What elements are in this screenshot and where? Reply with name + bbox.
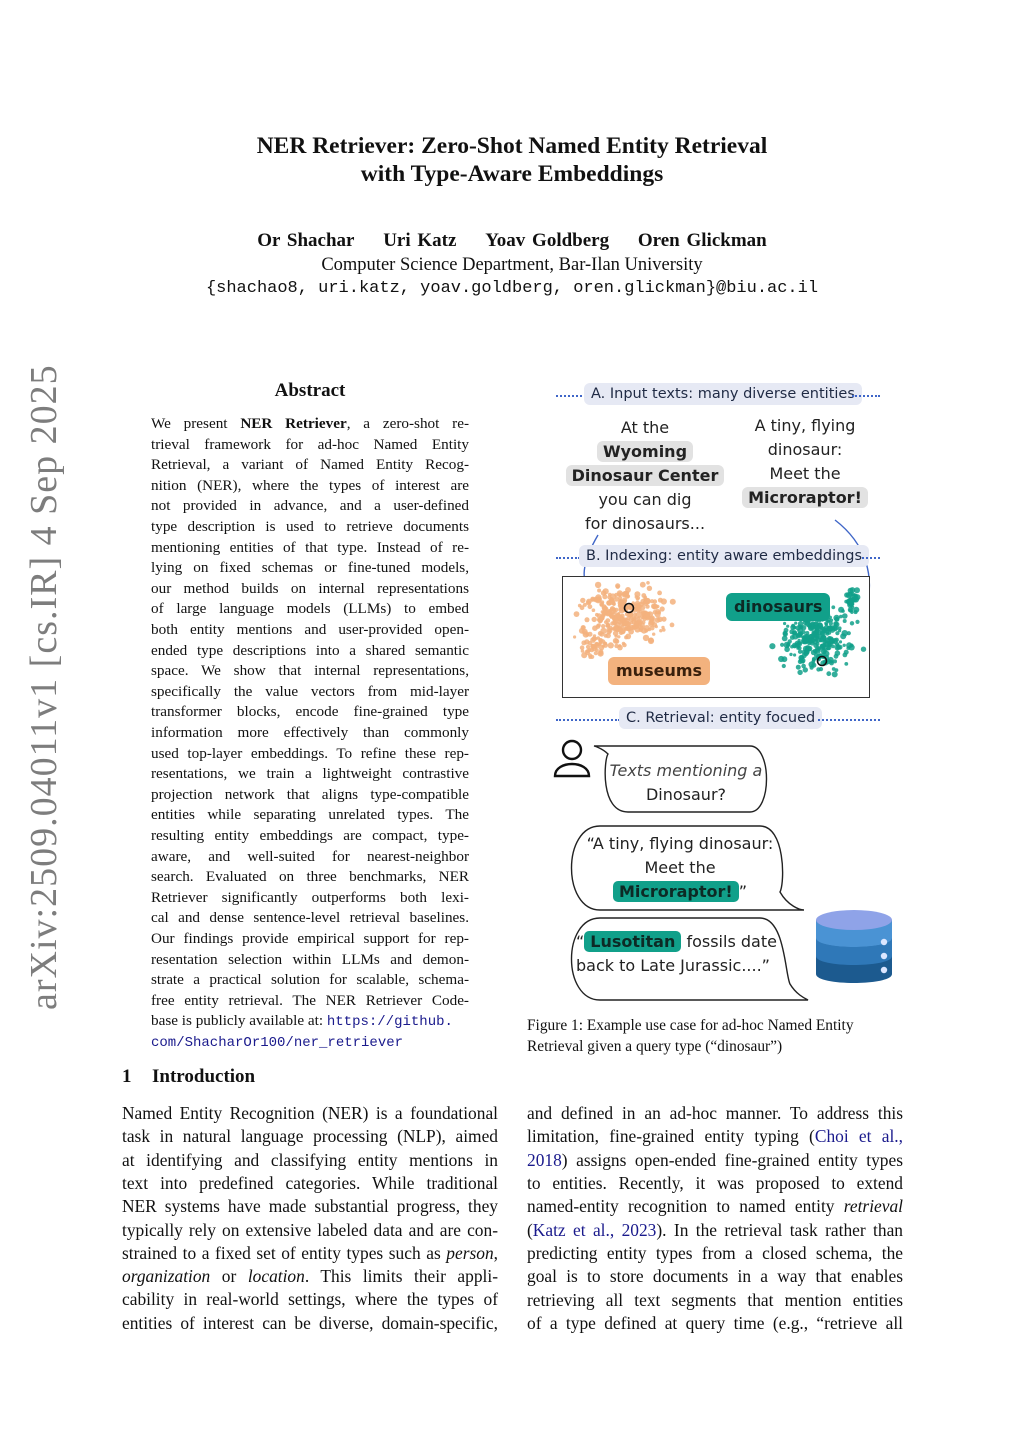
embedding-point (590, 637, 596, 643)
embedding-point (580, 605, 585, 610)
citation-link[interactable]: Choi et al., (814, 1126, 903, 1146)
embedding-point (661, 598, 667, 604)
embedding-point (797, 670, 802, 675)
embedding-point (782, 636, 788, 642)
abstract-line: trieval framework for ad-hoc Named Entity (151, 435, 469, 453)
embedding-point (851, 606, 854, 609)
embedding-point (661, 617, 666, 622)
entity-highlight: Microraptor! (742, 487, 868, 508)
abstract-line: space. We show that internal representations, (151, 662, 469, 680)
abstract-line: information more effectively than commonly (151, 724, 469, 741)
abstract-heading: Abstract (274, 380, 346, 401)
embedding-point (844, 600, 848, 604)
body-line: strained to a fixed set of entity types such as person, (122, 1242, 498, 1263)
code-link[interactable]: https://github. (326, 1014, 453, 1031)
embedding-point (854, 587, 860, 593)
embedding-point (643, 596, 647, 600)
embedding-point (625, 587, 631, 593)
abstract-line: type description is used to retrieve documents (151, 518, 469, 535)
body-line: task in natural language processing (NLP), aimed (122, 1126, 498, 1147)
embedding-point (612, 615, 615, 618)
paper-title (180, 132, 844, 188)
embedding-point (799, 655, 804, 660)
embedding-point (648, 637, 654, 643)
embedding-point (643, 601, 648, 606)
author-name: Yoav Goldberg (485, 230, 610, 251)
arxiv-side-stamp: arXiv:2509.04011v1 [cs.IR] 4 Sep 2025 (23, 364, 65, 1010)
embedding-point (832, 671, 838, 677)
embedding-point (854, 610, 858, 614)
body-line: text into predefined categories. While traditional (122, 1172, 498, 1193)
body-line: to entities. Recently, it was proposed to extend (527, 1173, 903, 1193)
embedding-point (861, 647, 866, 652)
body-line: (Katz et al., 2023). In the retrieval task rather than (527, 1220, 904, 1240)
abstract-line: used top-layer embeddings. To refine these rep- (151, 744, 469, 762)
abstract-line: free entity retrieval. The NER Retriever Code- (151, 991, 469, 1009)
embedding-point (820, 632, 825, 637)
embedding-point (844, 650, 849, 655)
embedding-point (831, 605, 835, 609)
input-text-1: At the Wyoming Dinosaur Center you can dig for dinosaurs... (560, 416, 730, 536)
body-line: of a type defined at query time (e.g., “retrieve all (527, 1313, 903, 1333)
stage-b-label: B. Indexing: entity aware embeddings (579, 545, 869, 567)
embedding-point (573, 635, 576, 638)
body-line: limitation, fine-grained entity typing (Choi et al., (527, 1126, 903, 1146)
embedding-point (782, 664, 786, 668)
embedding-point (599, 645, 605, 651)
input-text-2: A tiny, flying dinosaur: Meet the Microraptor! (720, 414, 890, 510)
body-line: NER systems have made substantial progress, they (122, 1196, 498, 1217)
embedding-point (618, 628, 622, 632)
citation-link[interactable]: Katz et al., 2023 (532, 1220, 657, 1240)
embedding-point (644, 629, 648, 633)
embedding-point (580, 598, 585, 603)
embedding-point (617, 635, 620, 638)
embedding-point (796, 665, 801, 670)
abstract-line: nition (NER), where the types of interest are (151, 476, 469, 494)
embedding-point (635, 625, 639, 629)
affiliation: Computer Science Department, Bar-Ilan University (321, 255, 703, 275)
embedding-point (810, 666, 814, 670)
entity-highlight: Dinosaur Center (566, 465, 725, 486)
embedding-point (618, 604, 621, 607)
embedding-point (837, 646, 841, 650)
embedding-point (599, 602, 604, 607)
body-line: named-entity recognition to named entity retrieval (527, 1196, 903, 1216)
embedding-point (580, 645, 585, 650)
query-text: Texts mentioning a Dinosaur? (609, 761, 763, 804)
abstract-line: resulting entity embeddings are compact, type- (151, 827, 469, 844)
embedding-point (646, 581, 650, 585)
embedding-point (828, 631, 832, 635)
embedding-point (594, 651, 598, 655)
section-heading-introduction: 1 Introduction (122, 1066, 256, 1087)
embedding-point (599, 640, 603, 644)
embedding-point (838, 607, 844, 613)
abstract-line: We present NER Retriever, a zero-shot re- (151, 415, 470, 432)
title-line-2: with Type-Aware Embeddings (360, 161, 664, 187)
embedding-point (831, 625, 835, 629)
dotted-rule (862, 557, 880, 559)
embedding-point (594, 598, 597, 601)
embedding-point (670, 599, 676, 605)
embedding-point (794, 622, 797, 625)
embedding-point (826, 671, 831, 676)
abstract-line: transformer blocks, encode fine-grained type (151, 703, 469, 721)
embedding-point (634, 601, 640, 607)
embedding-point (625, 634, 631, 640)
dotted-rule (556, 557, 580, 559)
embedding-point (839, 615, 843, 619)
entity-highlight: Lusotitan (584, 931, 681, 952)
embedding-point (607, 595, 611, 599)
embedding-point (843, 619, 847, 623)
abstract-line: ended type descriptions into a shared semantic (151, 641, 469, 659)
embedding-point (784, 642, 790, 648)
embedding-point (820, 638, 825, 643)
embedding-point (614, 635, 617, 638)
embedding-point (650, 599, 654, 603)
embedding-point (659, 629, 662, 632)
embedding-point (789, 653, 792, 656)
embedding-point (820, 644, 825, 649)
embedding-point (793, 653, 796, 656)
embedding-point (606, 623, 610, 627)
abstract-line: specifically the value vectors from mid-layer (151, 682, 469, 700)
embedding-point (628, 606, 632, 610)
embedding-point (846, 592, 852, 598)
embedding-point (769, 643, 775, 649)
embedding-point (640, 582, 646, 588)
embedding-point (791, 624, 795, 628)
body-line: cability in real-world settings, where the types of (122, 1289, 498, 1310)
embedding-point (595, 613, 599, 617)
embedding-point (602, 610, 608, 616)
embedding-point (644, 612, 650, 618)
embedding-point (647, 586, 652, 591)
embedding-point (660, 606, 665, 611)
embedding-point (848, 598, 854, 604)
embedding-point (817, 647, 820, 650)
stage-c-label: C. Retrieval: entity focued (619, 707, 822, 729)
embedding-point (588, 653, 592, 657)
embedding-point (802, 630, 806, 634)
embedding-point (581, 626, 585, 630)
museum-cluster (580, 633, 607, 659)
embedding-point (596, 624, 601, 629)
entity-highlight: Wyoming (597, 441, 693, 462)
embedding-point (842, 613, 848, 619)
abstract-line: aware, and well-suited for nearest-neighbor (151, 847, 469, 865)
embedding-point (634, 621, 639, 626)
embedding-point (600, 628, 606, 634)
cluster-label-museums: museums (608, 657, 710, 685)
body-line: retrieving all text segments that mention entities (527, 1290, 903, 1310)
embedding-point (605, 618, 610, 623)
author-list (150, 230, 874, 252)
embedding-point (786, 625, 789, 628)
embedding-point (616, 585, 620, 589)
embedding-point (586, 645, 590, 649)
embedding-point (811, 632, 817, 638)
embedding-point (619, 599, 624, 604)
embedding-point (783, 622, 786, 625)
embedding-point (597, 589, 601, 593)
abstract-line: of large language models (LLMs) to embed (151, 600, 469, 618)
embedding-space-box (562, 576, 870, 698)
embedding-point (835, 650, 841, 656)
embedding-point (602, 594, 607, 599)
embedding-point (835, 631, 839, 635)
embedding-point (586, 633, 590, 637)
embedding-point (603, 641, 606, 644)
embedding-point (803, 636, 808, 641)
embedding-point (810, 626, 814, 630)
embedding-point (842, 630, 848, 636)
cluster-label-dinosaurs: dinosaurs (726, 593, 830, 621)
code-link[interactable]: com/ShacharOr100/ner_retriever (151, 1035, 404, 1051)
dinosaur-cluster (844, 587, 860, 614)
embedding-point (620, 618, 625, 623)
embedding-point (807, 642, 810, 645)
embedding-point (790, 645, 794, 649)
embedding-point (850, 611, 853, 614)
abstract-line: projection network that aligns type-compatible (151, 785, 469, 803)
embedding-point (778, 656, 784, 662)
embedding-point (611, 607, 615, 611)
embedding-point (843, 644, 846, 647)
embedding-point (622, 643, 626, 647)
embedding-point (798, 646, 802, 650)
embedding-point (625, 625, 631, 631)
body-line: at identifying and classifying entity mentions in (122, 1149, 498, 1170)
embedding-point (613, 638, 619, 644)
body-line: entities of interest can be diverse, domain-specific, (122, 1312, 498, 1333)
embedding-point (591, 644, 594, 647)
body-line: 2018) assigns open-ended fine-grained entity types (527, 1150, 903, 1170)
embedding-point (789, 629, 794, 634)
abstract-line: entities while separating unrelated types. The (151, 806, 469, 824)
embedding-point (805, 621, 811, 627)
stage-a-label: A. Input texts: many diverse entities (584, 383, 862, 405)
body-line: Named Entity Recognition (NER) is a foundational (122, 1103, 498, 1123)
embedding-point (825, 623, 828, 626)
embedding-point (635, 595, 638, 598)
citation-link[interactable]: 2018 (527, 1150, 562, 1170)
author-emails: {shachao8, uri.katz, yoav.goldberg, oren.glickman}@biu.ac.il (205, 279, 819, 298)
body-line: typically rely on extensive labeled data and are con- (122, 1219, 498, 1240)
body-line: organization or location. This limits their appli- (122, 1266, 498, 1287)
embedding-point (651, 603, 657, 609)
abstract-line: Retrieval, a variant of Named Entity Recog- (151, 456, 469, 474)
embedding-point (622, 592, 627, 597)
embedding-point (598, 620, 602, 624)
abstract-line: search. Evaluated on three benchmarks, NER (151, 868, 469, 886)
embedding-point (652, 633, 655, 636)
embedding-point (780, 643, 784, 647)
body-line: goal is to store documents in a way that enables (527, 1266, 903, 1286)
abstract-line (151, 1032, 469, 1053)
abstract-line: mentioning entities of that type. Instead of re- (151, 538, 469, 556)
embedding-point (813, 643, 818, 648)
abstract-line: Retriever significantly outperforms both lexi- (151, 888, 469, 906)
embedding-point (592, 617, 597, 622)
embedding-point (595, 582, 601, 588)
abstract-line: not provided in advance, and a user-defined (151, 497, 469, 515)
abstract-line: Our findings provide empirical support for rep- (151, 930, 469, 947)
result-text-1: “A tiny, flying dinosaur: Meet the Microraptor! ” (586, 834, 774, 901)
abstract-line: resentation selection within LLMs and demon- (151, 950, 469, 968)
embedding-point (813, 649, 817, 653)
embedding-point (612, 600, 615, 603)
embedding-point (855, 620, 859, 624)
abstract-line: strate a practical solution for scalable, schema- (151, 971, 469, 989)
embedding-point (617, 645, 623, 651)
embedding-point (581, 652, 587, 658)
body-line: and defined in an ad-hoc manner. To address this (527, 1103, 903, 1123)
embedding-point (812, 657, 816, 661)
embedding-point (574, 611, 580, 617)
embedding-point (829, 638, 834, 643)
title-line-1: NER Retriever: Zero-Shot Named Entity Retrieval (256, 133, 768, 159)
abstract-line: lying on fixed schemas or fine-tuned models, (151, 559, 469, 577)
author-name: Or Shachar (257, 230, 355, 251)
embedding-point (814, 621, 819, 626)
embedding-point (592, 608, 596, 612)
body-line: predicting entity types from a closed schema, the (527, 1243, 903, 1263)
embedding-point (597, 636, 600, 639)
abstract-line: our method builds on internal representations (151, 579, 469, 597)
embedding-point (802, 650, 806, 654)
embedding-point (844, 662, 848, 666)
embedding-point (829, 621, 833, 625)
figure-caption: Figure 1: Example use case for ad-hoc Named Entity Retrieval given a query type (“dinosaur”) (527, 1017, 854, 1055)
dotted-rule (556, 395, 586, 397)
embedding-point (830, 660, 834, 664)
embedding-point (783, 631, 788, 636)
embedding-point (798, 659, 803, 664)
embedding-point (657, 591, 662, 596)
embedding-point (821, 627, 826, 632)
embedding-point (638, 625, 643, 630)
embedding-point (670, 623, 675, 628)
embedding-point (833, 615, 839, 621)
embedding-point (585, 617, 590, 622)
embedding-point (608, 642, 614, 648)
embedding-point (652, 622, 657, 627)
embedding-point (850, 621, 854, 625)
abstract-line: base is publicly available at: https://github. (151, 1012, 453, 1031)
embedding-point (608, 628, 613, 633)
dotted-rule (818, 719, 880, 721)
embedding-point (806, 645, 810, 649)
embedding-point (849, 644, 855, 650)
abstract-line: cal and dense sentence-level retrieval baselines. (151, 909, 469, 927)
embedding-point (803, 667, 808, 672)
dotted-rule (852, 395, 880, 397)
abstract-line: resentations, we train a lightweight contrastive (151, 765, 469, 783)
entity-highlight: Microraptor! (613, 881, 739, 902)
embedding-point (588, 604, 593, 609)
embedding-point (655, 611, 661, 617)
embedding-point (586, 649, 590, 653)
embedding-point (819, 667, 823, 671)
embedding-point (604, 634, 608, 638)
embedding-point (598, 651, 602, 655)
embedding-point (642, 617, 646, 621)
database-icon (812, 906, 898, 990)
embedding-point (796, 625, 801, 630)
embedding-point (835, 668, 839, 672)
embedding-point (816, 626, 821, 631)
embedding-point (615, 622, 620, 627)
author-name: Oren Glickman (637, 230, 767, 251)
dotted-rule (556, 719, 620, 721)
embedding-point (839, 640, 842, 643)
result-text-2: “ Lusotitan fossils date back to Late Jurassic....” (576, 932, 777, 975)
embedding-point (662, 628, 666, 632)
abstract-line: both entity mentions and user-provided open- (151, 621, 469, 638)
author-name: Uri Katz (383, 230, 457, 251)
